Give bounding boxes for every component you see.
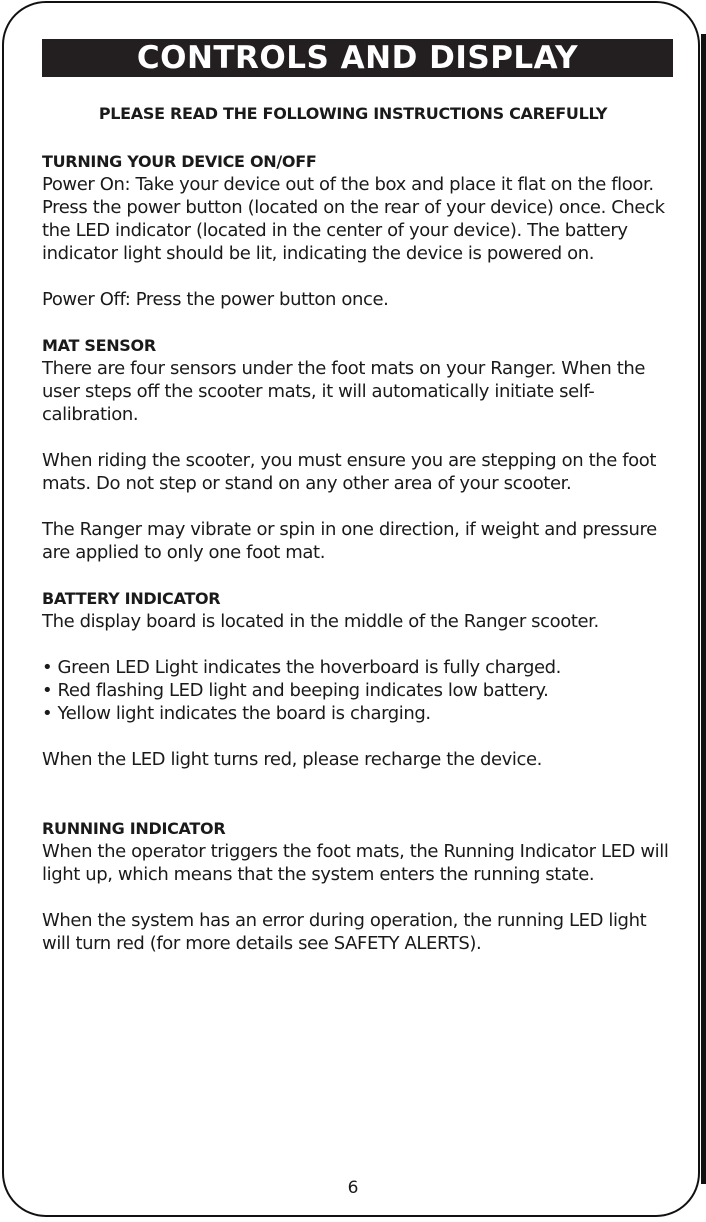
paragraph: Power On: Take your device out of the box and place it flat on the floor. Press the power button (located on the rear of your device) once. Check the LED indicator (located in the center of your device). The battery indicator light should be lit, indicating the device is powered on. — [42, 174, 665, 264]
page-subtitle: PLEASE READ THE FOLLOWING INSTRUCTIONS CAREFULLY — [98, 104, 608, 123]
paragraph: Power Off: Press the power button once. — [42, 289, 389, 310]
section-running-indicator — [42, 817, 674, 955]
paragraph: When riding the scooter, you must ensure you are stepping on the foot mats. Do not step or stand on any other area of your scooter. — [42, 450, 657, 494]
section-heading: BATTERY INDICATOR — [42, 589, 221, 608]
paragraph: The display board is located in the middle of the Ranger scooter. — [42, 611, 599, 632]
section-mat-sensor — [42, 334, 674, 564]
list-item: • Yellow light indicates the board is charging. — [42, 703, 431, 724]
paragraph: The Ranger may vibrate or spin in one direction, if weight and pressure are applied to only one foot mat. — [42, 519, 657, 563]
page-title: CONTROLS AND DISPLAY — [42, 39, 673, 77]
page-number: 6 — [347, 1178, 359, 1198]
list-item: • Red flashing LED light and beeping indicates low battery. — [42, 680, 549, 701]
section-heading: RUNNING INDICATOR — [42, 819, 226, 838]
section-heading: TURNING YOUR DEVICE ON/OFF — [42, 152, 317, 171]
paragraph: There are four sensors under the foot mats on your Ranger. When the user steps off the scooter mats, it will automatically initiate self-calibration. — [42, 358, 646, 425]
section-battery-indicator — [42, 587, 674, 771]
paragraph: When the operator triggers the foot mats, the Running Indicator LED will light up, which means that the system enters the running state. — [42, 841, 669, 885]
page-edge — [701, 34, 706, 1184]
section-heading: MAT SENSOR — [42, 336, 156, 355]
battery-list — [42, 656, 674, 725]
paragraph: When the LED light turns red, please recharge the device. — [42, 749, 543, 770]
list-item: • Green LED Light indicates the hoverboard is fully charged. — [42, 657, 561, 678]
content — [42, 150, 674, 955]
paragraph: When the system has an error during operation, the running LED light will turn red (for more details see SAFETY ALERTS). — [42, 910, 647, 954]
section-power — [42, 150, 674, 311]
